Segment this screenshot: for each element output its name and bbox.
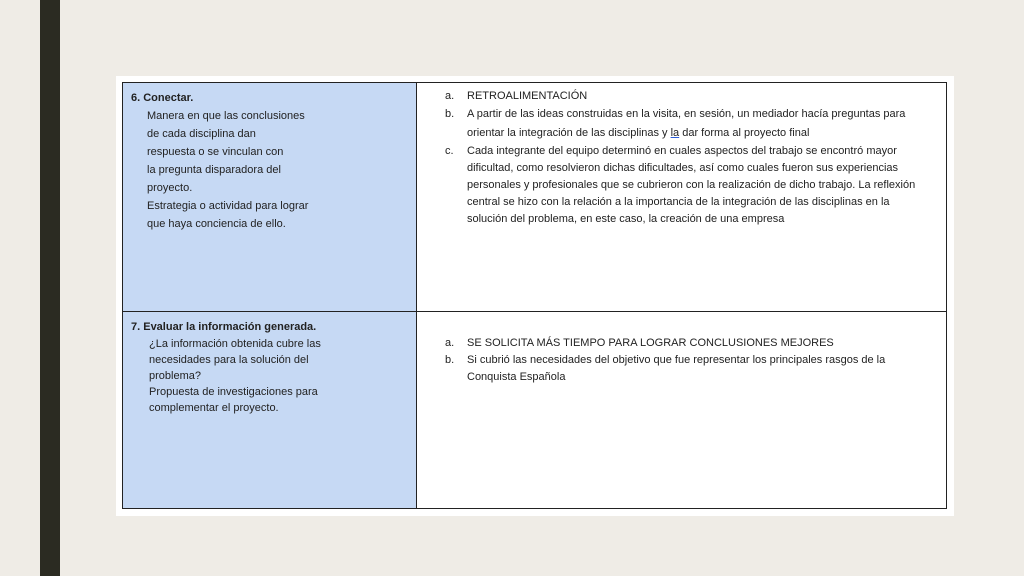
section-title: 7. Evaluar la información generada. [131, 321, 317, 333]
list-item-text: dar forma al proyecto final [679, 127, 810, 139]
list-item-text-underlined: la [670, 127, 680, 139]
list-item-text: Si cubrió las necesidades del objetivo que fue representar los principales rasgos de la Conquista Española [467, 354, 886, 383]
list-marker: a. [445, 337, 455, 349]
answer-list [445, 88, 932, 228]
list-item-text: SE SOLICITA MÁS TIEMPO PARA LOGRAR CONCLUSIONES MEJORES [467, 337, 834, 349]
list-item-text: Cada integrante del equipo determinó en cuales aspectos del trabajo se encontró mayor dificultad, como resolvieron dichas dificultades, así como cuales fueron sus experiencias personales y profesionales que se cubrieron con la realización de dicho trabajo. La reflexión central se hizo con la relación a la importancia de la integración de las disciplinas en la solución del problema, en este caso, la creación de una empresa [467, 145, 916, 225]
list-item [445, 88, 932, 105]
list-item-text: A partir de las ideas construidas en la visita, en sesión, un mediador hacía preguntas para orientar la integración de las disciplinas y [467, 108, 906, 139]
list-item-text: RETROALIMENTACIÓN [467, 90, 588, 102]
list-marker: c. [445, 145, 454, 157]
section-title: 6. Conectar. [131, 92, 194, 104]
table-row [123, 83, 947, 312]
list-item [445, 105, 932, 143]
list-item [445, 352, 932, 386]
left-accent-bar [40, 0, 60, 576]
list-item [445, 143, 932, 228]
section-description: Manera en que las conclusiones de cada disciplina dan respuesta o se vinculan con la pregunta disparadora del proyecto. Estrategia o actividad para lograr que haya conciencia de ello. [147, 110, 309, 230]
activity-table [122, 82, 947, 509]
section-7-answers [417, 312, 947, 509]
list-marker: b. [445, 354, 455, 366]
section-6-answers [417, 83, 947, 312]
list-marker: b. [445, 108, 455, 120]
list-marker: a. [445, 90, 455, 102]
table-row [123, 312, 947, 509]
list-item [445, 335, 932, 352]
section-7-description [123, 312, 417, 509]
section-description: ¿La información obtenida cubre las necesidades para la solución del problema? Propuesta de investigaciones para complementar el proyecto. [149, 338, 321, 414]
answer-list [445, 335, 932, 386]
slide-content [116, 76, 954, 516]
section-6-description [123, 83, 417, 312]
